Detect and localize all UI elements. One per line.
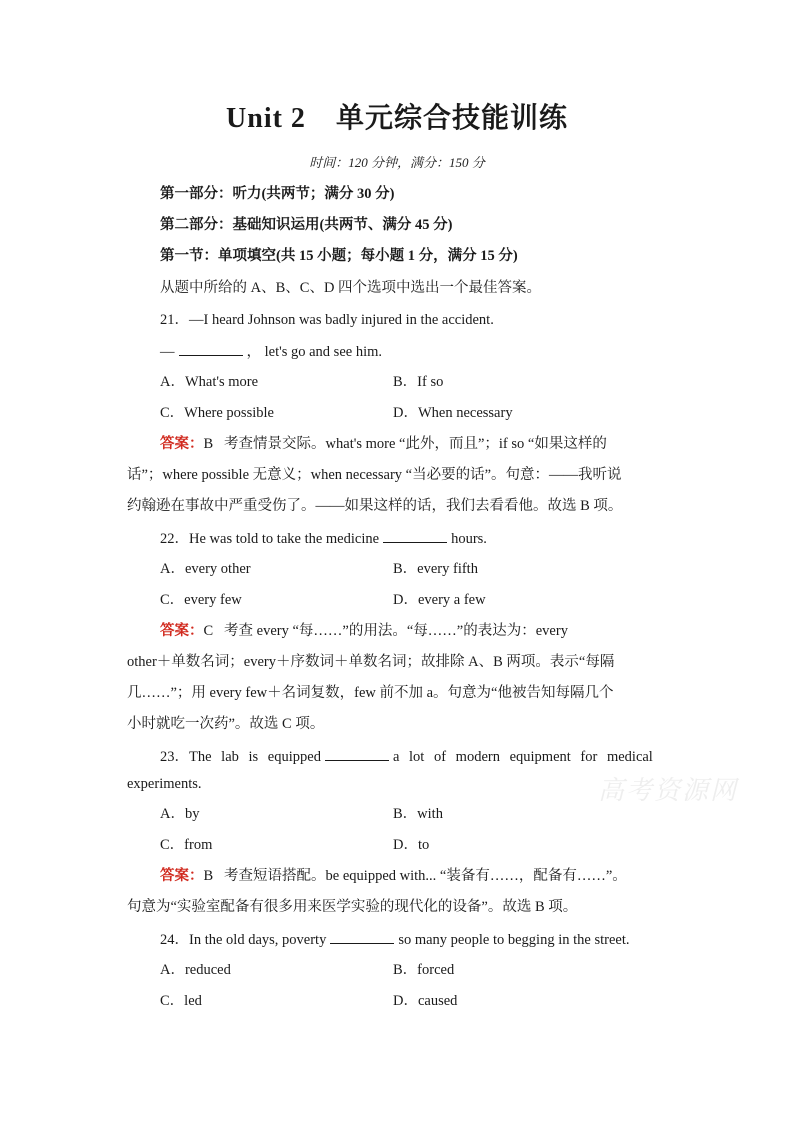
q22-explanation-2: other＋单数名词；every＋序数词＋单数名词；故排除 A、B 两项。表示“每隔 xyxy=(127,654,615,670)
watermark: 高考资源网 xyxy=(598,776,739,806)
q22-option-b: B．every fifth xyxy=(393,561,478,577)
answer-label: 答案： xyxy=(160,436,204,452)
part1-heading: 第一部分：听力(共两节；满分 30 分) xyxy=(160,186,395,202)
q23-option-b: B．with xyxy=(393,806,443,822)
q24-option-a: A．reduced xyxy=(160,962,231,978)
exam-time-score: 时间：120 分钟，满分：150 分 xyxy=(309,155,485,170)
q21-answer-key: B xyxy=(203,436,214,452)
q23-explanation-1: 考查短语搭配。be equipped with... “装备有……，配备有……”。 xyxy=(224,868,627,884)
q23-answer xyxy=(160,866,720,886)
q21-blank xyxy=(179,341,243,356)
q23-answer-key: B xyxy=(203,868,214,884)
q24-stem: 24．In the old days, poverty so many people to begging in the street. xyxy=(160,929,720,950)
q23-option-c: C．from xyxy=(160,837,213,853)
instruction-text: 从题中所给的 A、B、C、D 四个选项中选出一个最佳答案。 xyxy=(160,280,542,296)
q23-blank xyxy=(325,746,389,761)
answer-label: 答案： xyxy=(160,868,204,884)
q21-stem-line2: — ， let's go and see him. xyxy=(160,341,720,362)
title-chinese: 单元综合技能训练 xyxy=(335,103,568,134)
q21-option-d: D．When necessary xyxy=(393,405,513,421)
answer-label: 答案： xyxy=(160,623,204,639)
q21-option-b: B．If so xyxy=(393,374,444,390)
q22-option-d: D．every a few xyxy=(393,592,486,608)
q22-explanation-1: 考查 every “每……”的用法。“每……”的表达为：every xyxy=(224,623,568,639)
q23-option-d: D．to xyxy=(393,837,430,853)
q21-answer xyxy=(160,434,720,454)
q23-stem: 23．The lab is equipped a lot of modern equipment for medical xyxy=(160,746,687,767)
q21-option-a: A．What's more xyxy=(160,374,259,390)
q23-option-a: A．by xyxy=(160,806,200,822)
q24-option-d: D．caused xyxy=(393,993,458,1009)
part2-heading: 第二部分：基础知识运用(共两节、满分 45 分) xyxy=(160,217,453,233)
q22-answer-key: C xyxy=(203,623,214,639)
title-english: Unit 2 xyxy=(226,103,306,134)
q21-explanation-1: 考查情景交际。what's more “此外，而且”；if so “如果这样的 xyxy=(224,436,607,452)
q22-option-a: A．every other xyxy=(160,561,251,577)
q23-stem-line2: experiments. xyxy=(127,776,202,792)
q22-answer xyxy=(160,621,720,641)
q24-option-b: B．forced xyxy=(393,962,455,978)
q21-explanation-3: 约翰逊在事故中严重受伤了。——如果这样的话，我们去看看他。故选 B 项。 xyxy=(127,498,623,514)
q21-option-c: C．Where possible xyxy=(160,405,274,421)
q22-stem: 22．He was told to take the medicine hours. xyxy=(160,528,720,549)
q21-explanation-2: 话”；where possible 无意义；when necessary “当必要的话”。句意：——我听说 xyxy=(127,467,622,483)
q22-explanation-4: 小时就吃一次药”。故选 C 项。 xyxy=(127,716,325,732)
page-title xyxy=(0,96,794,136)
q24-option-c: C．led xyxy=(160,993,202,1009)
q24-blank xyxy=(330,929,394,944)
q22-option-c: C．every few xyxy=(160,592,242,608)
q22-blank xyxy=(383,528,447,543)
section1-heading: 第一节：单项填空(共 15 小题；每小题 1 分，满分 15 分) xyxy=(160,248,518,264)
q21-stem: 21．—I heard Johnson was badly injured in the accident. xyxy=(160,312,494,328)
q22-explanation-3: 几……”；用 every few＋名词复数，few 前不加 a。句意为“他被告知每隔几个 xyxy=(127,685,614,701)
q23-explanation-2: 句意为“实验室配备有很多用来医学实验的现代化的设备”。故选 B 项。 xyxy=(127,899,578,915)
